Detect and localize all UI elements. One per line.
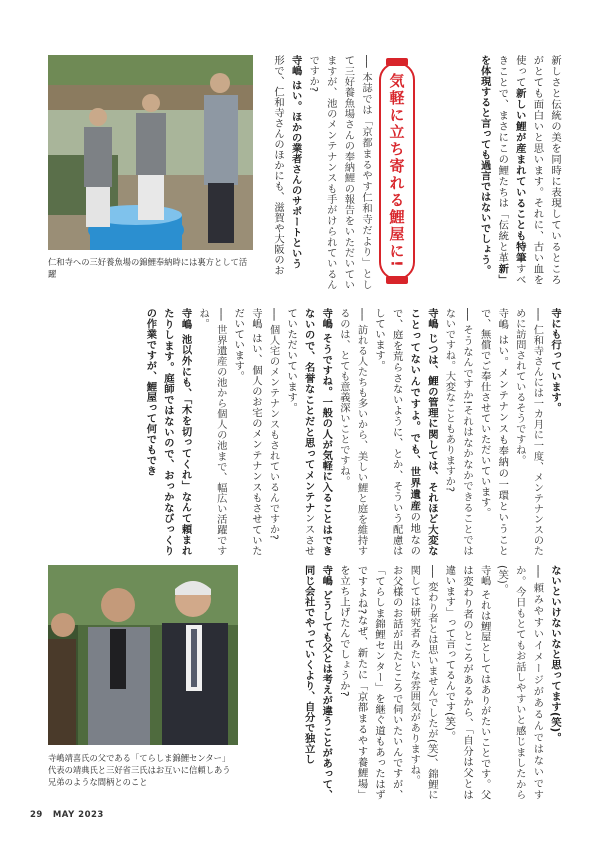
mid-text-0: 寺にも行っています。 (549, 308, 561, 413)
interview-answer: 形で、仁和寺さんのほかにも、滋賀や大阪のお (272, 55, 285, 276)
mid-text-11: ── 世界遺産の池から個人の池まで、幅広い活躍ですね。 (197, 308, 227, 556)
intro-text-4: 新」を体現すると言っても過言ではないでしょう。 (478, 55, 509, 285)
issue-label: MAY 2023 (52, 810, 104, 820)
page-footer (30, 810, 114, 820)
mid-text-7: 寺嶋 そうですね。一般の人が気軽に入ることはできないので、名誉なことだと思ってメンテナ (302, 308, 333, 556)
mid-text-5: の地なので、庭を荒らさないように、とか、そういう配慮はしています。 (373, 308, 421, 556)
mid-text-8: ンスさせていただいています。 (285, 308, 315, 556)
mid-text-9: ── 個人宅のメンテナンスもされているんですか? (267, 308, 280, 540)
bottom-text-1: ── 頼みやすいイメージがあるんではないですか。今日もとてもお話しやすいと感じましたから(笑)。 (496, 565, 544, 800)
photo-caption-top: 仁和寺への三好養魚場の錦鯉奉納時には裏方として活躍 (48, 257, 248, 279)
bottom-text-4: お父様のお話が出たところで伺いたいんですが、「てらしま錦鯉センター」を継ぐ道もあったはずですよね?なぜ、新たに「京都まるやす養鯉場」を立ち上げたんでしょうか? (337, 565, 403, 800)
bottom-text-2: 寺嶋 それは鯉屋としてはありがたいことです。父は変わり者のところがあるから、「自分は父とは違います」って言ってるんです(笑)。 (443, 565, 491, 800)
portrait-photo (48, 565, 238, 745)
intro-text-2: 新しい鯉が産まれていることも特筆 (513, 87, 526, 264)
intro-text-1: 新しさと伝統の美を同時に表現しているところがとても面白いと思います。それに、古い血を使って (513, 55, 561, 285)
intro-text-column (423, 55, 563, 285)
mid-text-1: ── 仁和寺さんには一カ月に一度、メンテナンスのために訪問されているそうですね。 (513, 308, 544, 556)
photo-caption-bottom: 寺嶋靖喜氏の父である「てらしま錦鯉センター」代表の靖典氏と三好省三氏はお互いに信頼しあう兄弟のような間柄とのこと (48, 753, 231, 787)
bottom-text-5: 寺嶋 どうしても父とは考えが違うことがあって、同じ会社でやっていくより、自分で独立し (302, 565, 333, 800)
bottom-text-0: ないといけないなと思ってます(笑)。 (549, 565, 561, 743)
father-text-column (248, 565, 563, 800)
maintenance-text-column (48, 308, 563, 556)
mid-text-10: 寺嶋 はい、個人のお宅のメンテナンスもさせていただいています。 (232, 308, 262, 556)
mid-text-12: 寺嶋 池以外にも、「木を切ってくれ」なんて頼まれたりします。庭師ではないので、おっかなびっくりの作業ですが、鯉屋って何でもでき (144, 308, 192, 556)
bottom-text-3: ── 変わり者とは思いませんでしたが(笑)、錦鯉に関しては研究者みたいな雰囲気がありますね。 (408, 565, 438, 800)
section-heading: 気軽に立ち寄れる鯉屋に! (379, 62, 415, 280)
intro-text-3: すべきことで、まさにこの鯉たちは「伝統と革 (496, 55, 526, 285)
mid-text-6: ── 訪れる人たちも多いから、美しい鯉と庭を維持するのは、とても意義深いことですね。 (337, 308, 368, 556)
interview-answer-bold: 寺嶋 はい。ほかの業者さんのサポートという (289, 55, 302, 269)
mid-text-4: 寺嶋 じつは、鯉の管理に関しては、それほど大変なことってないんですよ。でも、世界遺産 (408, 308, 438, 556)
portrait-photo-art (48, 565, 238, 745)
page-number: 29 (30, 810, 43, 820)
mid-text-3: ── そうなんですか!それはなかなかできることではないですね。大変なこともありますか? (443, 308, 474, 556)
interview-question: ── 本誌では「京都まるやす仁和寺だより」として三好養魚場さんの奉納鯉の報告をいただいていますが、池のメンテナンスも手がけられているんですか? (307, 55, 372, 290)
ninnaji-text-column (262, 55, 374, 290)
mid-text-2: 寺嶋 はい。メンテナンスも奉納の一環ということで、無償でご奉仕させていただいています。 (478, 308, 509, 556)
koi-offering-photo-art (48, 55, 253, 250)
koi-offering-photo (48, 55, 253, 250)
